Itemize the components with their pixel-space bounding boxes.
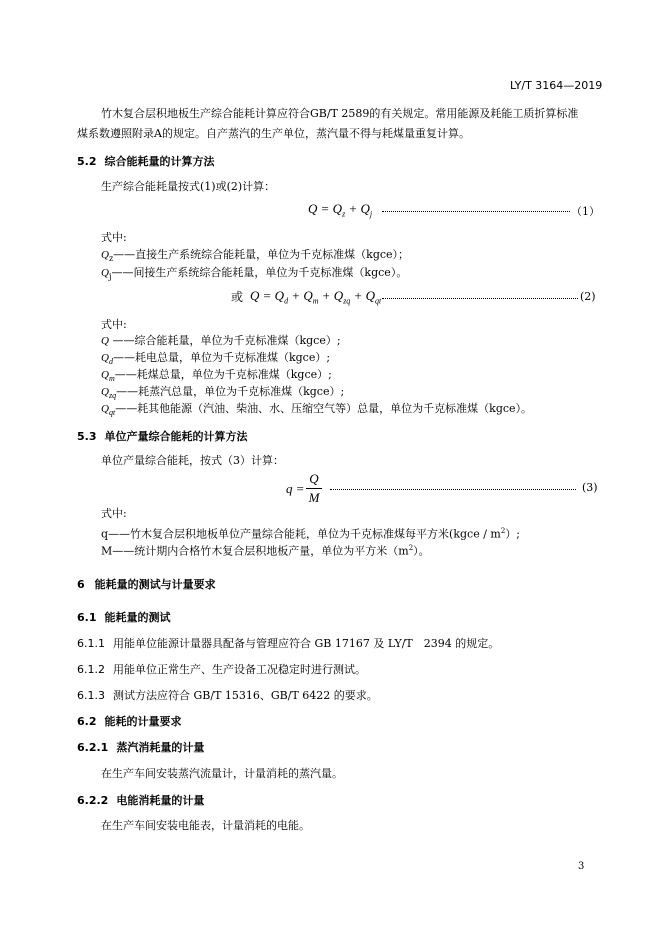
section-number: 6.1 xyxy=(77,611,97,624)
clause-6-2-1-text: 在生产车间安装蒸汽流量计，计量消耗的蒸汽量。 xyxy=(101,767,343,780)
intro-line-2: 煤系数遵照附录A的规定。自产蒸汽的生产单位，蒸汽量不得与耗煤量重复计算。 xyxy=(77,127,470,140)
section-5-2-lead: 生产综合能耗量按式(1)或(2)计算： xyxy=(101,180,276,193)
section-5-3-lead: 单位产量综合能耗，按式（3）计算： xyxy=(101,454,284,467)
where-label-1: 式中: xyxy=(101,231,127,244)
equation-2-number: (2) xyxy=(580,290,596,303)
intro-line-1: 竹木复合层积地板生产综合能耗计算应符合GB/T 2589的有关规定。常用能源及耗能工质折算标准 xyxy=(101,107,579,120)
equation-1-number: （1） xyxy=(571,205,600,218)
fraction-numerator: Q xyxy=(309,471,319,486)
section-6-2-2-heading xyxy=(77,793,204,808)
section-title: 能耗的计量要求 xyxy=(104,715,182,728)
section-number: 6 xyxy=(77,578,85,591)
definition-q: Q ——综合能耗量，单位为千克标准煤（kgce）; xyxy=(101,334,341,347)
section-number: 5.2 xyxy=(77,155,97,168)
where-label-3: 式中: xyxy=(101,507,127,520)
definition-m: M——统计期内合格竹木复合层积地板产量，单位为平方米$(m^2)$。 xyxy=(101,544,430,558)
equation-3-lhs: q = xyxy=(286,481,305,496)
definition-qd: $Q_d——$耗电总量，单位为千克标准煤（kgce）; xyxy=(101,351,331,367)
section-6-1-heading xyxy=(77,610,171,625)
equation-2-leader xyxy=(382,298,578,299)
equation-1-leader xyxy=(382,211,570,212)
section-6-heading xyxy=(77,577,216,592)
section-5-3-heading xyxy=(77,429,248,444)
fraction-bar xyxy=(306,488,322,489)
clause-6-1-1: 6.1.1 用能单位能源计量器具配备与管理应符合 GB 17167 及 LY/T 2394 的规定。 xyxy=(77,637,500,650)
fraction-denominator: M xyxy=(308,490,320,505)
section-number: 6.2.2 xyxy=(77,794,109,807)
section-title: 能耗量的测试与计量要求 xyxy=(94,578,216,591)
equation-2: $Q = Q_d + Q_m + Q_{zq} + Q_{qt}$ xyxy=(250,288,382,306)
definition-qqt: $Q_{qt}——$耗其他能源（汽油、柴油、水、压缩空气等）总量，单位为千克标准煤（kgce）。 xyxy=(101,402,533,418)
section-6-2-heading xyxy=(77,714,182,729)
section-title: 蒸汽消耗量的计量 xyxy=(116,741,205,754)
section-title: 能耗量的测试 xyxy=(104,611,171,624)
equation-3-fraction xyxy=(306,471,322,506)
section-number: 6.2 xyxy=(77,715,97,728)
definition-qm: $Q_m——$耗煤总量，单位为千克标准煤（kgce）; xyxy=(101,368,332,384)
equation-2-or: 或 xyxy=(231,290,244,304)
clause-6-2-2-text: 在生产车间安装电能表，计量消耗的电能。 xyxy=(101,819,310,832)
equation-3-leader xyxy=(330,489,576,490)
definition-qzq: $Q_{zq}——$耗蒸汽总量，单位为千克标准煤（kgce）; xyxy=(101,385,345,401)
section-title: 电能消耗量的计量 xyxy=(116,794,205,807)
definition-qz: $Q_z——$直接生产系统综合能耗量，单位为千克标准煤（kgce）； xyxy=(101,248,410,264)
clause-6-1-3: 6.1.3 测试方法应符合 GB/T 15316、GB/T 6422 的要求。 xyxy=(77,689,378,702)
section-number: 6.2.1 xyxy=(77,741,109,754)
definition-qj: $Q_j——$间接生产系统综合能耗量，单位为千克标准煤（kgce）。 xyxy=(101,266,408,282)
section-number: 5.3 xyxy=(77,430,97,443)
section-title: 综合能耗量的计算方法 xyxy=(104,155,215,168)
section-6-2-1-heading xyxy=(77,740,204,755)
page-number: 3 xyxy=(578,861,585,872)
definition-q-unit: q——竹木复合层积地板单位产量综合能耗，单位为千克标准煤每平方米(kgce / $m^2$）; xyxy=(101,527,521,541)
section-title: 单位产量综合能耗的计算方法 xyxy=(104,430,248,443)
equation-1: $Q = Q_z + Q_j$ xyxy=(308,201,373,219)
equation-3-number: (3) xyxy=(582,481,598,494)
section-5-2-heading xyxy=(77,154,215,169)
where-label-2: 式中: xyxy=(101,318,127,331)
standard-code: LY/T 3164—2019 xyxy=(510,79,603,92)
clause-6-1-2: 6.1.2 用能单位正常生产、生产设备工况稳定时进行测试。 xyxy=(77,663,366,676)
